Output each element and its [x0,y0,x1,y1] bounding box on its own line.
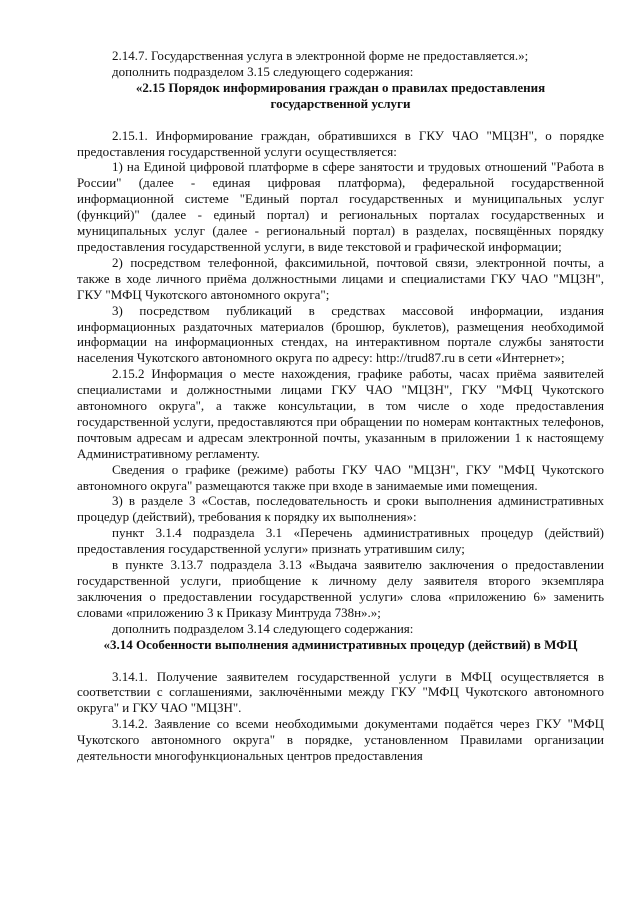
paragraph-3-13-7: в пункте 3.13.7 подраздела 3.13 «Выдача заявителю заключения о предоставлении государственной услуги, приобщение к личному делу заявителя второго экземпляра заключения о предоставлении государственной услуги» слова «приложению 6» заменить словами «приложению 3 к Приказу Минтруда 738н».»; [77,557,604,620]
list-item-1: 1) на Единой цифровой платформе в сфере занятости и трудовых отношений "Работа в России" (далее - единая цифровая платформа), федеральной государственной информационной системе "Единый портал государственных и муниципальных услуг (функций)" (далее - единый портал) и региональных порталах государственных и муниципальных услуг (далее - региональный портал) в разделах, посвящённых порядку предоставления государственной услуги, в виде текстовой и графической информации; [77,159,604,254]
section-heading-2-15: «2.15 Порядок информирования граждан о правилах предоставления государственной услуги [135,79,546,111]
list-item-2: 2) посредством телефонной, факсимильной, почтовой связи, электронной почты, а также в ходе личного приёма должностными лицами и специалистами ГКУ ЧАО "МЦЗН", ГКУ "МФЦ Чукотского автономного округа"; [77,254,604,302]
spacer [77,653,604,669]
paragraph-3-14-1: 3.14.1. Получение заявителем государственной услуги в МФЦ осуществляется в соответствии с соглашениями, заключёнными между ГКУ "МФЦ Чукотского автономного округа" и ГКУ ЧАО "МЦЗН". [77,668,604,716]
spacer [77,112,604,128]
paragraph-3-14-2: 3.14.2. Заявление со всеми необходимыми документами подаётся через ГКУ "МФЦ Чукотского автономного округа" в порядке, установленном Правилами организации деятельности многофункциональных центров предоставления [77,716,604,764]
paragraph-2-15-1: 2.15.1. Информирование граждан, обратившихся в ГКУ ЧАО "МЦЗН", о порядке предоставления государственной услуги осуществляется: [77,127,604,159]
document-body [77,48,604,764]
amendment-intro-3-15: дополнить подразделом 3.15 следующего содержания: [112,63,414,79]
paragraph-2-15-2: 2.15.2 Информация о месте нахождения, графике работы, часах приёма заявителей специалистами и должностными лицами ГКУ ЧАО "МЦЗН", ГКУ "МФЦ Чукотского автономного округа", а также консультации, в том числе о ходе предоставления государственной услуги, предоставляются при обращении по номерам контактных телефонов, почтовым адресам и адресам электронной почты, указанным в приложении 1 к настоящему Административному регламенту. [77,366,604,461]
paragraph-schedule: Сведения о графике (режиме) работы ГКУ ЧАО "МЦЗН", ГКУ "МФЦ Чукотского автономного округа" размещаются также при входе в занимаемые ими помещения. [77,461,604,493]
paragraph-3-1-4: пункт 3.1.4 подраздела 3.1 «Перечень административных процедур (действий) предоставления государственной услуги» признать утратившим силу; [77,525,604,557]
amendment-intro-3-14: дополнить подразделом 3.14 следующего содержания: [112,620,414,636]
section-heading-3-14: «3.14 Особенности выполнения административных процедур (действий) в МФЦ [103,636,578,652]
paragraph-2-14-7: 2.14.7. Государственная услуга в электронной форме не предоставляется.»; [112,48,529,63]
paragraph-section-3: 3) в разделе 3 «Состав, последовательность и сроки выполнения административных процедур (действий), требования к порядку их выполнения»: [77,493,604,525]
list-item-3: 3) посредством публикаций в средствах массовой информации, издания информационных раздаточных материалов (брошюр, буклетов), размещения необходимой информации на информационных стендах, на интерактивном портале службы занятости населения Чукотского автономного округа по адресу: http://trud87.ru в сети «Интернет»; [77,302,604,366]
